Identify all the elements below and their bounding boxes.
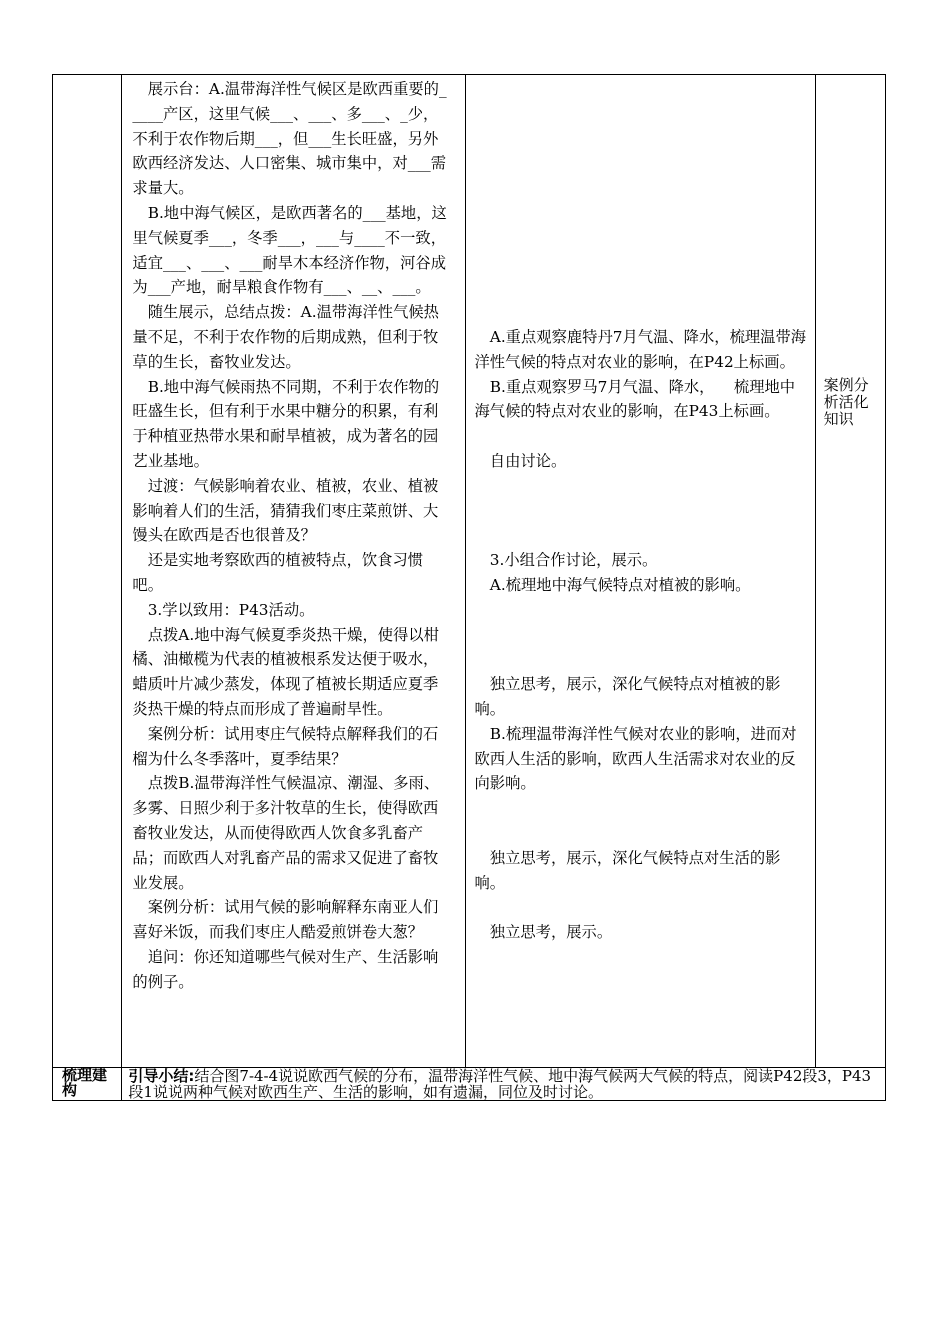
- empty-label-cell: [53, 75, 122, 1068]
- lesson-plan-table: [52, 74, 886, 1101]
- lesson-paragraph: 点拨A.地中海气候夏季炎热干燥，使得以柑橘、油橄榄为代表的植被根系发达便于吸水，蜡质叶片减少蒸发，体现了植被长期适应夏季炎热干燥的特点而形成了普遍耐旱性。: [132, 625, 439, 718]
- lesson-paragraph: 案例分析：试用气候的影响解释东南亚人们喜好米饭，而我们枣庄人酷爱煎饼卷大葱？: [132, 898, 439, 942]
- summary-cell: [122, 1068, 886, 1101]
- lesson-paragraph: B.地中海气候区，是欧西著名的___基地，这里气候夏季___，冬季___，___与____不一致，适宜___、___、___耐旱木本经济作物，河谷成为___产地，耐旱粮食作物有___、__、___。: [132, 203, 447, 297]
- summary-lead: 引导小结:: [128, 1067, 195, 1085]
- spacer: [474, 796, 806, 821]
- spacer: [474, 424, 806, 449]
- student-paragraph: A.梳理地中海气候特点对植被的影响。: [489, 575, 751, 594]
- spacer: [474, 821, 806, 846]
- spacer: [474, 895, 806, 920]
- lesson-paragraph: 3.学以致用：P43活动。: [147, 600, 315, 619]
- student-activity-cell: [466, 75, 815, 1068]
- summary-text: 结合图7-4-4说说欧西气候的分布，温带海洋性气候、地中海气候两大气候的特点，阅读P42段3，P43段1说说两种气候对欧西生产、生活的影响，如有遗漏，同位及时讨论。: [128, 1067, 872, 1101]
- spacer: [474, 647, 806, 672]
- spacer: [474, 523, 806, 548]
- lesson-paragraph: 案例分析：试用枣庄气候特点解释我们的石榴为什么冬季落叶，夏季结果？: [132, 724, 439, 768]
- student-paragraph: 3.小组合作讨论，展示。: [489, 551, 658, 570]
- spacer: [474, 77, 806, 325]
- lesson-paragraph: 随生展示，总结点拨：A.温带海洋性气候热量不足，不利于农作物的后期成熟，但利于牧草的生长，畜牧业发达。: [132, 303, 439, 371]
- student-paragraph: 独立思考，展示，深化气候特点对植被的影响。: [474, 675, 781, 718]
- intent-label-cell: 案例分析活化知识: [815, 75, 885, 1068]
- lesson-paragraph: 还是实地考察欧西的植被特点，饮食习惯吧。: [132, 551, 424, 594]
- student-paragraph: 自由讨论。: [489, 451, 567, 470]
- student-paragraph: B.梳理温带海洋性气候对农业的影响，进而对欧西人生活的影响，欧西人生活需求对农业的反向影响。: [474, 724, 797, 793]
- spacer: [474, 499, 806, 524]
- spacer: [474, 474, 806, 499]
- lesson-paragraph: 点拨B.温带海洋性气候温凉、潮湿、多雨、多雾、日照少利于多汁牧草的生长，使得欧西畜牧业发达，从而使得欧西人饮食多乳畜产品；而欧西人对乳畜产品的需求又促进了畜牧业发展。: [132, 774, 440, 892]
- summary-row: [53, 1068, 886, 1101]
- spacer: [474, 623, 806, 648]
- lesson-paragraph: B.地中海气候雨热不同期，不利于农作物的旺盛生长，但有利于水果中糖分的积累，有利于种植亚热带水果和耐旱植被，成为著名的园艺业基地。: [132, 377, 440, 470]
- lesson-paragraph: 展示台：A.温带海洋性气候区是欧西重要的_____产区，这里气候___、___、多___、_少，不利于农作物后期___，但___生长旺盛，另外欧西经济发达、人口密集、城市集中，对___需求量大。: [132, 80, 447, 198]
- student-paragraph: B.重点观察罗马7月气温、降水， 梳理地中海气候的特点对农业的影响，在P43上标画。: [474, 377, 796, 421]
- teacher-activity-cell: [122, 75, 466, 1068]
- main-row: [53, 75, 886, 1068]
- lesson-paragraph: 过渡：气候影响着农业、植被，农业、植被影响着人们的生活，猜猜我们枣庄菜煎饼、大馒头在欧西是否也很普及？: [132, 476, 439, 545]
- summary-label: 梳理建构: [53, 1068, 122, 1101]
- lesson-paragraph: 追问：你还知道哪些气候对生产、生活影响的例子。: [132, 947, 439, 991]
- student-paragraph: 独立思考，展示，深化气候特点对生活的影响。: [474, 848, 781, 892]
- student-paragraph: 独立思考，展示。: [489, 923, 613, 942]
- spacer: [474, 598, 806, 623]
- student-paragraph: A.重点观察鹿特丹7月气温、降水，梳理温带海洋性气候的特点对农业的影响，在P42上标画。: [474, 328, 807, 371]
